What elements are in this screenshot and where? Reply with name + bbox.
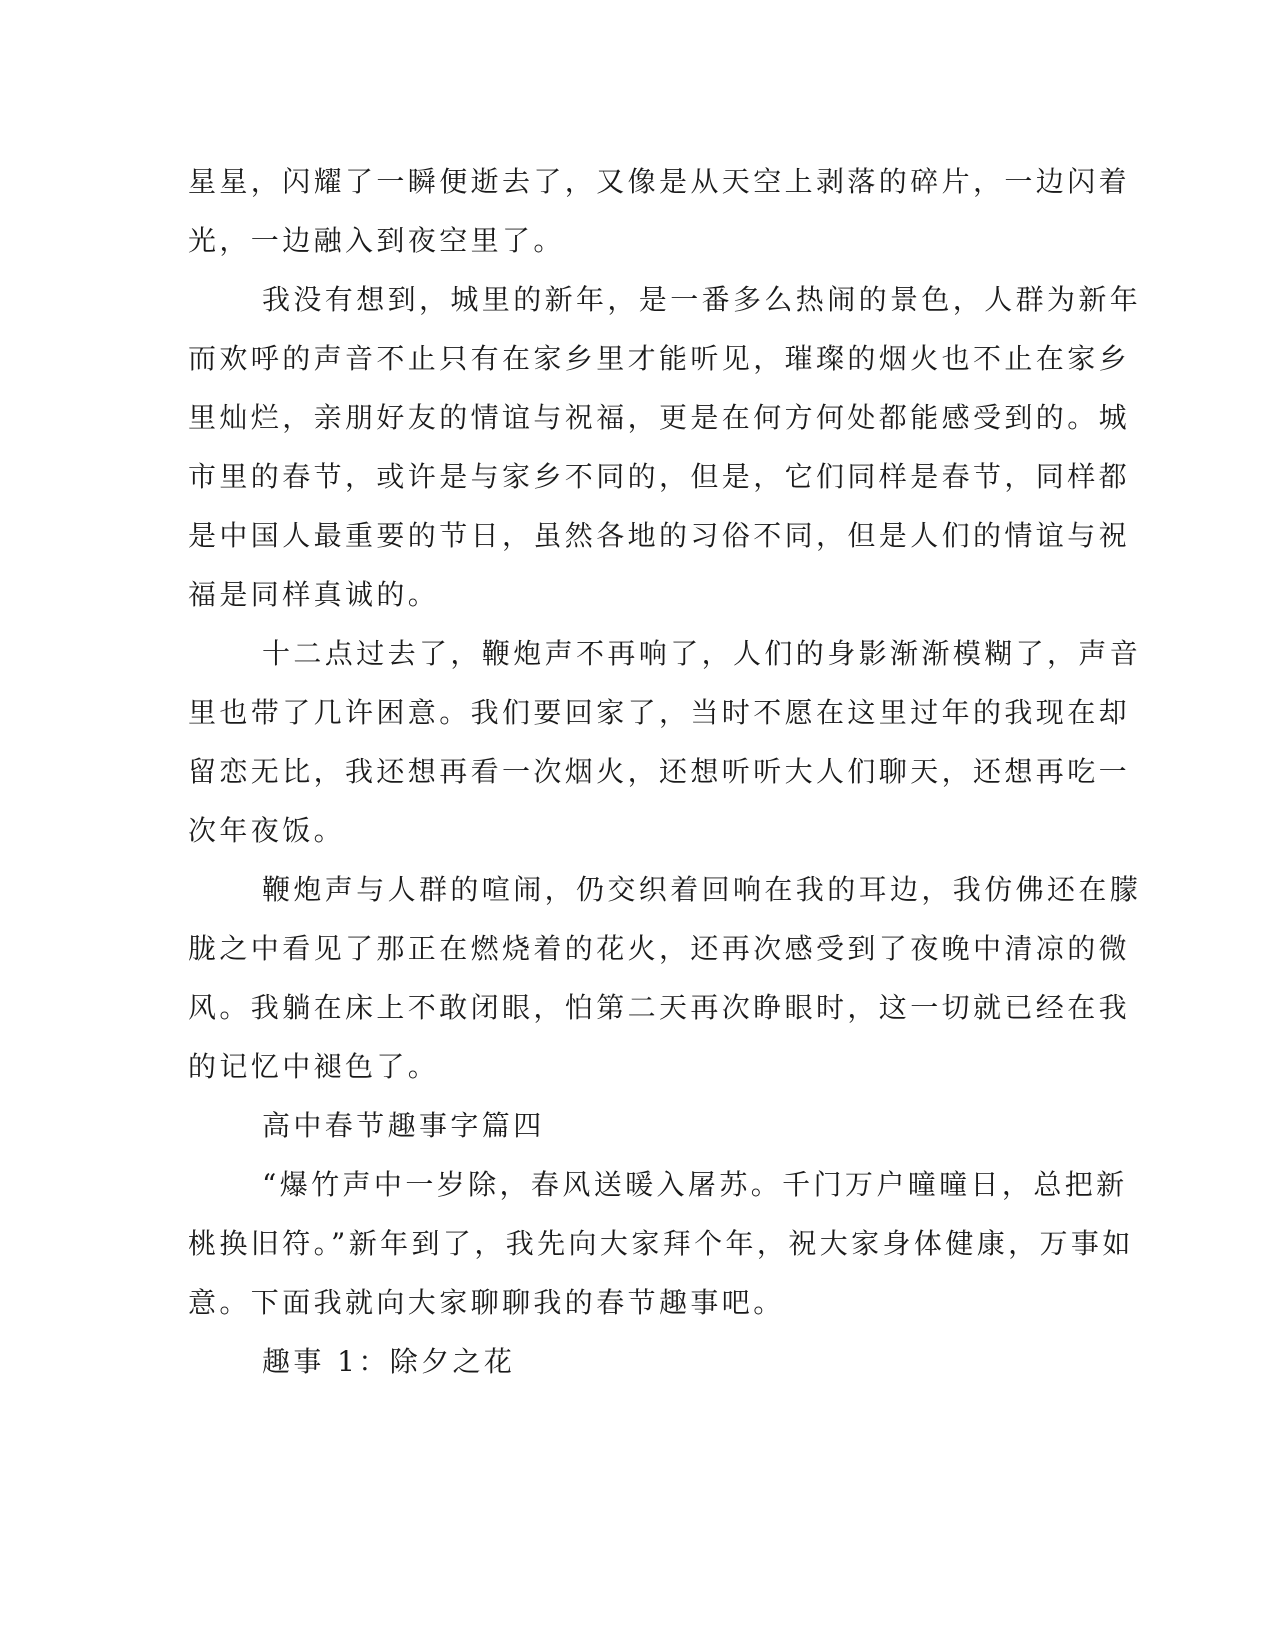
text-line: 而欢呼的声音不止只有在家乡里才能听见，璀璨的烟火也不止在家乡	[188, 342, 1131, 375]
text-line: 的记忆中褪色了。	[188, 1050, 440, 1083]
text-line: 光，一边融入到夜空里了。	[188, 224, 565, 257]
text-line: 里灿烂，亲朋好友的情谊与祝福，更是在何方何处都能感受到的。城	[188, 401, 1131, 434]
text-line: 次年夜饭。	[188, 814, 346, 847]
text-line: 里也带了几许困意。我们要回家了，当时不愿在这里过年的我现在却	[188, 696, 1131, 729]
text-line: 意。下面我就向大家聊聊我的春节趣事吧。	[188, 1286, 785, 1319]
text-line: 留恋无比，我还想再看一次烟火，还想听听大人们聊天，还想再吃一	[188, 755, 1131, 788]
paragraph-start-line: 十二点过去了，鞭炮声不再响了，人们的身影渐渐模糊了，声音	[262, 637, 1142, 670]
text-line: 胧之中看见了那正在燃烧着的花火，还再次感受到了夜晚中清凉的微	[188, 932, 1131, 965]
paragraph-start-line: 我没有想到，城里的新年，是一番多么热闹的景色，人群为新年	[262, 283, 1142, 316]
text-line: 福是同样真诚的。	[188, 578, 440, 611]
text-line: 桃换旧符。”新年到了，我先向大家拜个年，祝大家身体健康，万事如	[188, 1227, 1134, 1260]
section-heading: 高中春节趣事字篇四	[262, 1109, 545, 1142]
text-line: 星星，闪耀了一瞬便逝去了，又像是从天空上剥落的碎片，一边闪着	[188, 165, 1131, 198]
paragraph-start-line: “爆竹声中一岁除，春风送暖入屠苏。千门万户曈曈日，总把新	[262, 1168, 1128, 1201]
subsection-heading: 趣事 1：除夕之花	[262, 1345, 516, 1378]
text-line: 风。我躺在床上不敢闭眼，怕第二天再次睁眼时，这一切就已经在我	[188, 991, 1131, 1024]
text-line: 市里的春节，或许是与家乡不同的，但是，它们同样是春节，同样都	[188, 460, 1131, 493]
text-line: 是中国人最重要的节日，虽然各地的习俗不同，但是人们的情谊与祝	[188, 519, 1131, 552]
paragraph-start-line: 鞭炮声与人群的喧闹，仍交织着回响在我的耳边，我仿佛还在朦	[262, 873, 1142, 906]
